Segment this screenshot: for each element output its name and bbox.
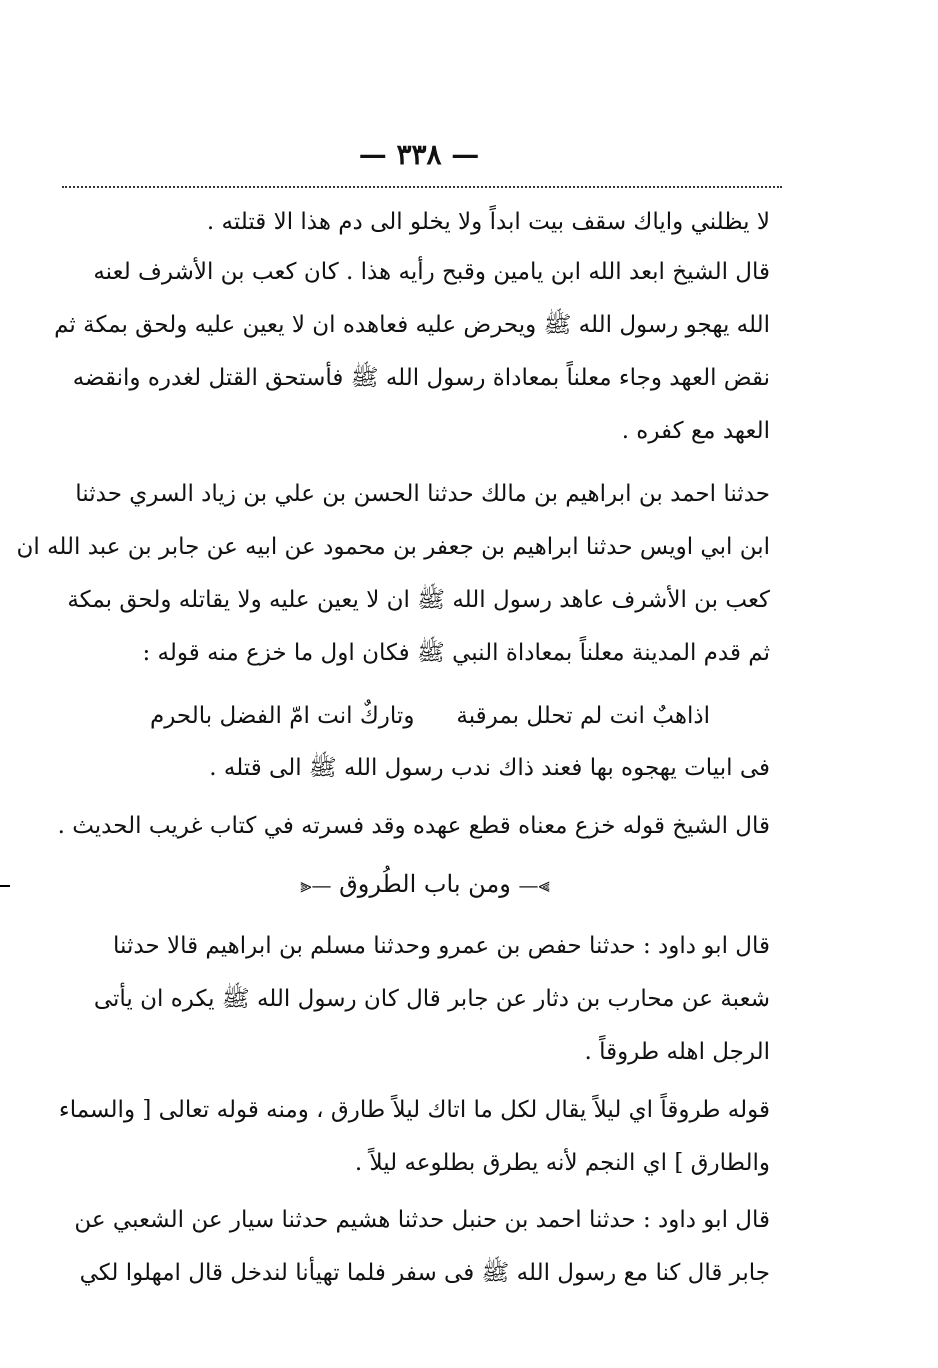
text-line: نقض العهد وجاء معلناً بمعاداة رسول الله ﷺ فأستحق القتل لغدره وانقضه — [72, 365, 770, 391]
text-line: شعبة عن محارب بن دثار عن جابر قال كان رسول الله ﷺ يكره ان يأتى — [93, 986, 770, 1012]
text-line: قوله طروقاً اي ليلاً يقال لكل ما اتاك ليلاً طارق ، ومنه قوله تعالى [ والسماء — [58, 1097, 770, 1123]
text-line: ابن ابي اويس حدثنا ابراهيم بن جعفر بن محمود عن ابيه عن جابر بن عبد الله ان — [16, 534, 770, 560]
verse-first-hemistich: اذاهبٌ انت لم تحلل بمرقبة — [456, 703, 710, 729]
page-number: — ٣٣٨ — — [358, 138, 480, 171]
text-line: والطارق ] اي النجم لأنه يطرق بطلوعه ليلاً . — [354, 1150, 770, 1176]
text-line: العهد مع كفره . — [621, 418, 770, 444]
text-line: قال الشيخ ابعد الله ابن يامين وقبح رأيه هذا . كان كعب بن الأشرف لعنه — [93, 259, 770, 285]
chapter-title: ومن باب الطُروق — [339, 870, 511, 898]
text-line: قال ابو داود : حدثنا احمد بن حنبل حدثنا هشيم حدثنا سيار عن الشعبي عن — [74, 1207, 770, 1233]
paragraph-1 — [80, 196, 770, 249]
text-line: ثم قدم المدينة معلناً بمعاداة النبي ﷺ فكان اول ما خزع منه قوله : — [142, 640, 770, 666]
paragraph-8 — [74, 1194, 770, 1300]
ornament-left-icon: —⫷ — [300, 873, 332, 897]
ornament-right-icon: ⫸— — [518, 873, 550, 897]
text-line: قال الشيخ قوله خزع معناه قطع عهده وقد فسرته في كتاب غريب الحديث . — [57, 813, 770, 839]
chapter-heading — [0, 858, 850, 912]
text-line: جابر قال كنا مع رسول الله ﷺ فى سفر فلما تهيأنا لندخل قال امهلوا لكي — [79, 1260, 770, 1286]
text-line: كعب بن الأشرف عاهد رسول الله ﷺ ان لا يعين عليه ولا يقاتله ولحق بمكة — [67, 587, 770, 613]
text-line: الرجل اهله طروقاً . — [584, 1039, 770, 1065]
text-line: لا يظلني واياك سقف بيت ابداً ولا يخلو الى دم هذا الا قتلته . — [206, 209, 770, 235]
text-line: حدثنا احمد بن ابراهيم بن مالك حدثنا الحسن بن علي بن زياد السري حدثنا — [75, 481, 770, 507]
paragraph-7 — [58, 1084, 770, 1190]
verse-second-hemistich: وتاركٌ انت امّ الفضل بالحرم — [150, 703, 415, 729]
header-divider — [62, 186, 782, 188]
paragraph-3 — [16, 468, 770, 680]
paragraph-4 — [80, 742, 770, 795]
paragraph-6 — [80, 920, 770, 1079]
margin-mark — [0, 885, 10, 887]
poetry-verse — [150, 690, 710, 743]
text-line: الله يهجو رسول الله ﷺ ويحرض عليه فعاهده ان لا يعين عليه ولحق بمكة ثم — [54, 312, 770, 338]
paragraph-5 — [57, 800, 770, 853]
text-line: فى ابيات يهجوه بها فعند ذاك ندب رسول الله ﷺ الى قتله . — [209, 755, 770, 781]
paragraph-2 — [54, 246, 770, 458]
text-line: قال ابو داود : حدثنا حفص بن عمرو وحدثنا مسلم بن ابراهيم قالا حدثنا — [113, 933, 770, 959]
